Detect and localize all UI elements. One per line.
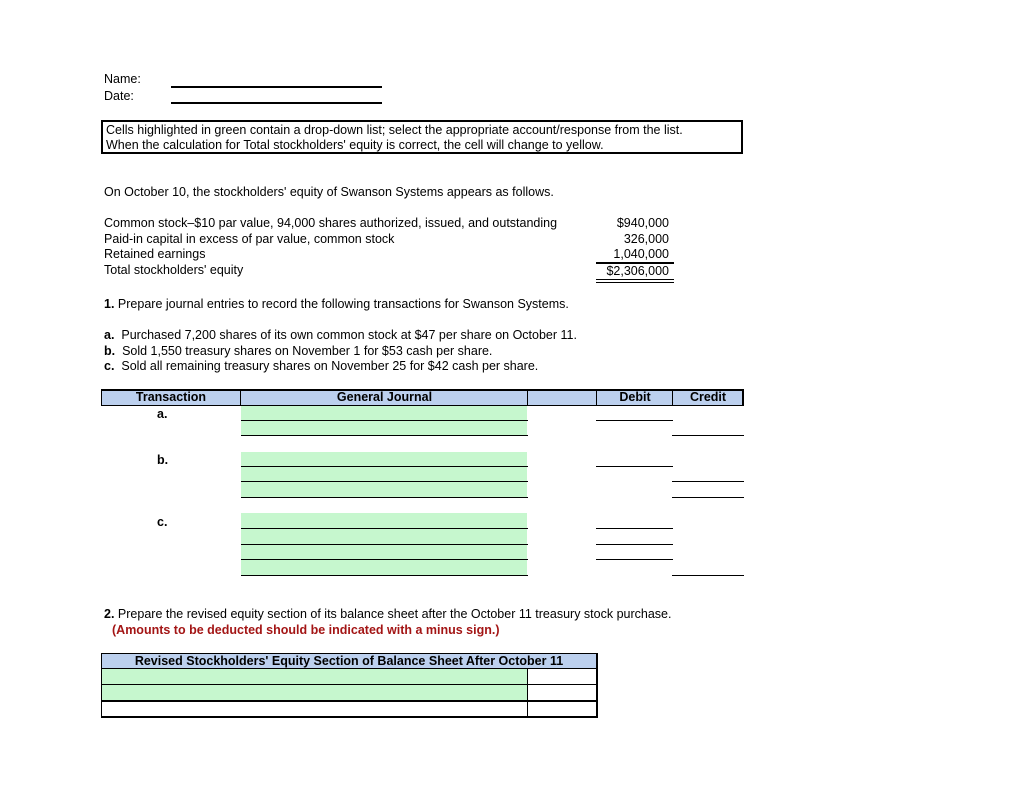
journal-account-select[interactable] [241,529,527,544]
instruction-line-1: Cells highlighted in green contain a drop-down list; select the appropriate account/response from the list. [106,123,683,137]
revised-account-select[interactable] [102,669,527,684]
transaction-b-text: b. Sold 1,550 treasury shares on November 1 for $53 cash per share. [104,344,493,358]
equity-row-label: Paid-in capital in excess of par value, common stock [104,232,395,246]
journal-header-general-journal: General Journal [336,390,433,404]
transaction-c-text: c. Sold all remaining treasury shares on November 25 for $42 cash per share. [104,359,539,373]
revised-border [101,716,598,718]
part2-number: 2. [104,607,115,621]
journal-header-transaction: Transaction [135,390,207,404]
intro-text: On October 10, the stockholders' equity of Swanson Systems appears as follows. [104,185,554,199]
instruction-box [101,120,743,154]
part1-number: 1. [104,297,115,311]
revised-header: Revised Stockholders' Equity Section of Balance Sheet After October 11 [134,654,564,668]
part2-note: (Amounts to be deducted should be indicated with a minus sign.) [112,623,500,637]
journal-account-select[interactable] [241,421,527,435]
journal-account-select[interactable] [241,406,527,420]
revised-total-label-cell[interactable] [102,702,527,716]
journal-header-credit: Credit [689,390,727,404]
instruction-line-2: When the calculation for Total stockholders' equity is correct, the cell will change to yellow. [106,138,604,152]
revised-border [101,653,598,654]
equity-total-label: Total stockholders' equity [104,263,244,277]
debit-input-c1[interactable] [596,528,673,529]
name-input-line[interactable] [171,86,382,88]
credit-input-a2[interactable] [672,435,744,436]
entry-b-label: b. [157,453,169,467]
part2-instruction [104,607,671,621]
credit-input-b3[interactable] [672,497,744,498]
revised-border [101,653,102,718]
journal-account-select[interactable] [241,452,527,466]
transaction-a-text: a. Purchased 7,200 shares of its own common stock at $47 per share on October 11. [104,328,577,342]
part1-text: Prepare journal entries to record the following transactions for Swanson Systems. [117,297,569,311]
equity-row-value: 1,040,000 [613,247,669,261]
revised-amount-input[interactable] [528,669,596,684]
debit-input-c2[interactable] [596,544,673,545]
revised-amount-input[interactable] [528,685,596,700]
equity-row-label: Common stock–$10 par value, 94,000 shares authorized, issued, and outstanding [104,216,558,230]
total-double-rule-top [596,279,674,280]
journal-header-debit: Debit [619,390,651,404]
credit-input-c4[interactable] [672,575,744,576]
debit-input-b1[interactable] [596,466,673,467]
debit-input-c3[interactable] [596,559,673,560]
journal-account-select[interactable] [241,467,527,481]
equity-total-value: $2,306,000 [606,264,669,278]
equity-row-value: 326,000 [623,232,669,246]
debit-input-a1[interactable] [596,420,673,421]
journal-row-rule [241,575,528,576]
revised-account-select[interactable] [102,685,527,700]
date-label: Date: [104,89,134,103]
journal-account-select[interactable] [241,482,527,497]
equity-row-label: Retained earnings [104,247,206,261]
credit-input-b2[interactable] [672,481,744,482]
entry-a-label: a. [157,407,168,421]
revised-total-amount[interactable] [528,702,596,716]
journal-account-select[interactable] [241,560,527,575]
total-double-rule-bottom [596,282,674,283]
part2-text: Prepare the revised equity section of its balance sheet after the October 11 treasury stock purchase. [117,607,672,621]
journal-account-select[interactable] [241,545,527,559]
part1-instruction [104,297,569,311]
journal-row-rule [241,435,528,436]
entry-c-label: c. [157,515,168,529]
equity-row-value: $940,000 [616,216,669,230]
date-input-line[interactable] [171,102,382,104]
journal-account-select[interactable] [241,513,527,528]
journal-row-rule [241,497,528,498]
revised-border [596,653,598,718]
name-label: Name: [104,72,141,86]
